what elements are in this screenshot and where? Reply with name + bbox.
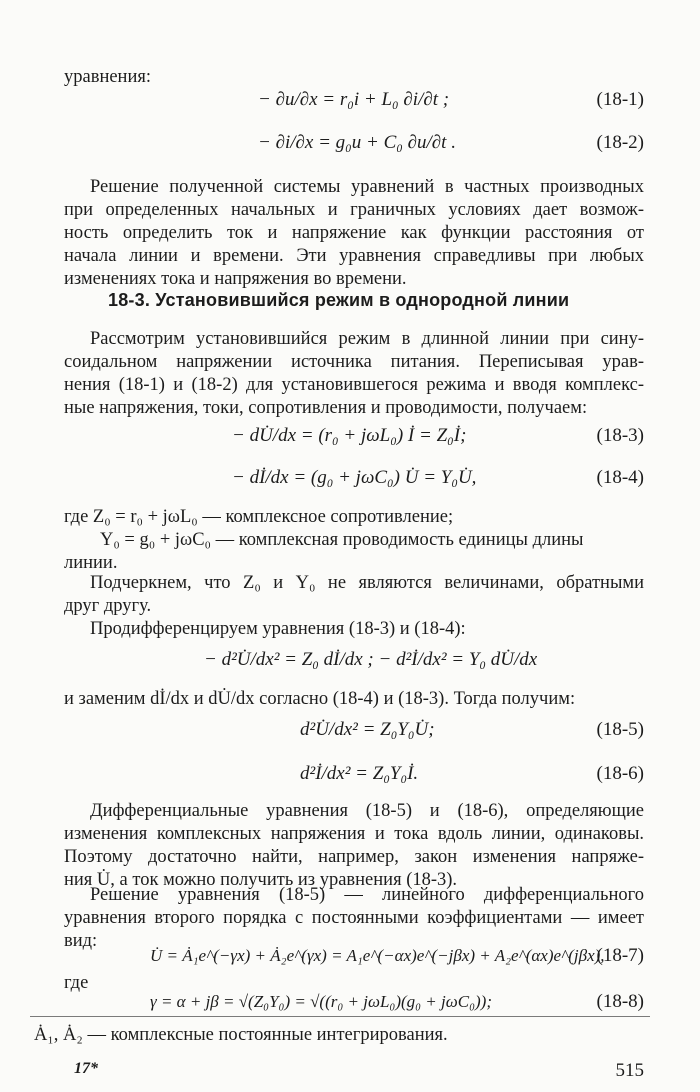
equation-18-3: − dU̇/dx = (r₀ + jωL₀) İ = Z₀İ; <box>232 425 467 446</box>
printer-signature: 17* <box>74 1060 98 1077</box>
eq-number-18-1: (18-1) <box>596 89 644 110</box>
equation-18-6: d²İ/dx² = Z₀Y₀İ. <box>300 763 419 784</box>
paragraph-1-line: при определенных начальных и граничных условиях дает возмож- <box>64 200 644 220</box>
equation-18-5: d²U̇/dx² = Z₀Y₀U̇; <box>300 719 435 740</box>
paragraph-3-line: Подчеркнем, что Z₀ и Y₀ не являются величинами, обратными <box>90 573 644 593</box>
bottom-rule <box>30 1016 650 1017</box>
page-number: 515 <box>615 1060 644 1081</box>
definition-line: линии. <box>64 553 118 573</box>
definition-line: где Z₀ = r₀ + jωL₀ — комплексное сопротивление; <box>64 507 454 527</box>
paragraph-6-line: Поэтому достаточно найти, например, закон изменения напряже- <box>64 847 644 867</box>
intro-line: уравнения: <box>64 67 152 87</box>
paragraph-7-line: Решение уравнения (18-5) — линейного дифференциального <box>90 885 644 905</box>
paragraph-1-line: изменениях тока и напряжения во времени. <box>64 269 407 289</box>
equation-18-7: U̇ = Ȧ₁e^(−γx) + Ȧ₂e^(γx) = A₁e^(−αx)e^(−jβx) + A₂e^(αx)e^(jβx), <box>150 946 605 965</box>
eq-number-18-3: (18-3) <box>596 425 644 446</box>
eq-number-18-6: (18-6) <box>596 763 644 784</box>
paragraph-2-line: нения (18-1) и (18-2) для установившегося режима и вводя комплекс- <box>64 375 644 395</box>
equation-differentiated: − d²U̇/dx² = Z₀ dİ/dx ; − d²İ/dx² = Y₀ dU̇/dx <box>204 649 538 670</box>
paragraph-7-line: вид: <box>64 931 98 951</box>
eq-number-18-8: (18-8) <box>596 991 644 1012</box>
equation-18-8: γ = α + jβ = √(Z₀Y₀) = √((r₀ + jωL₀)(g₀ + jωC₀)); <box>150 992 492 1011</box>
paragraph-3-line: друг другу. <box>64 596 152 616</box>
paragraph-6-line: Дифференциальные уравнения (18-5) и (18-6), определяющие <box>90 801 644 821</box>
paragraph-2-line: Рассмотрим установившийся режим в длинной линии при сину- <box>90 329 644 349</box>
constants-note: Ȧ₁, Ȧ₂ — комплексные постоянные интегрирования. <box>34 1025 448 1045</box>
paragraph-1-line: Решение полученной системы уравнений в частных производных <box>90 177 644 197</box>
paragraph-2-line: ные напряжения, токи, сопротивления и проводимости, получаем: <box>64 398 588 418</box>
paragraph-7-line: уравнения второго порядка с постоянными коэффициентами — имеет <box>64 908 644 928</box>
paragraph-6-line: ния U̇, а ток можно получить из уравнения (18-3). <box>64 870 458 890</box>
paragraph-2-line: соидальном напряжении источника питания. Переписывая урав- <box>64 352 644 372</box>
equation-18-4: − dİ/dx = (g₀ + jωC₀) U̇ = Y₀U̇, <box>232 467 477 488</box>
equation-18-2: − ∂i/∂x = g₀u + C₀ ∂u/∂t . <box>258 132 456 153</box>
paragraph-1-line: ность определить ток и напряжение как функции расстояния от <box>64 223 644 243</box>
eq-number-18-7: (18-7) <box>596 945 644 966</box>
paragraph-4-line: Продифференцируем уравнения (18-3) и (18-4): <box>90 619 466 639</box>
paragraph-6-line: изменения комплексных напряжения и тока вдоль линии, одинаковы. <box>64 824 644 844</box>
eq-number-18-2: (18-2) <box>596 132 644 153</box>
equation-18-1: − ∂u/∂x = r₀i + L₀ ∂i/∂t ; <box>258 89 450 110</box>
definition-line: где <box>64 973 89 993</box>
definition-line: Y₀ = g₀ + jωC₀ — комплексная проводимость единицы длины <box>100 530 584 550</box>
section-heading: 18-3. Установившийся режим в однородной линии <box>108 290 570 310</box>
paragraph-1-line: начала линии и времени. Эти уравнения справедливы при любых <box>64 246 644 266</box>
eq-number-18-5: (18-5) <box>596 719 644 740</box>
eq-number-18-4: (18-4) <box>596 467 644 488</box>
paragraph-5-line: и заменим dİ/dx и dU̇/dx согласно (18-4) и (18-3). Тогда получим: <box>64 689 576 709</box>
